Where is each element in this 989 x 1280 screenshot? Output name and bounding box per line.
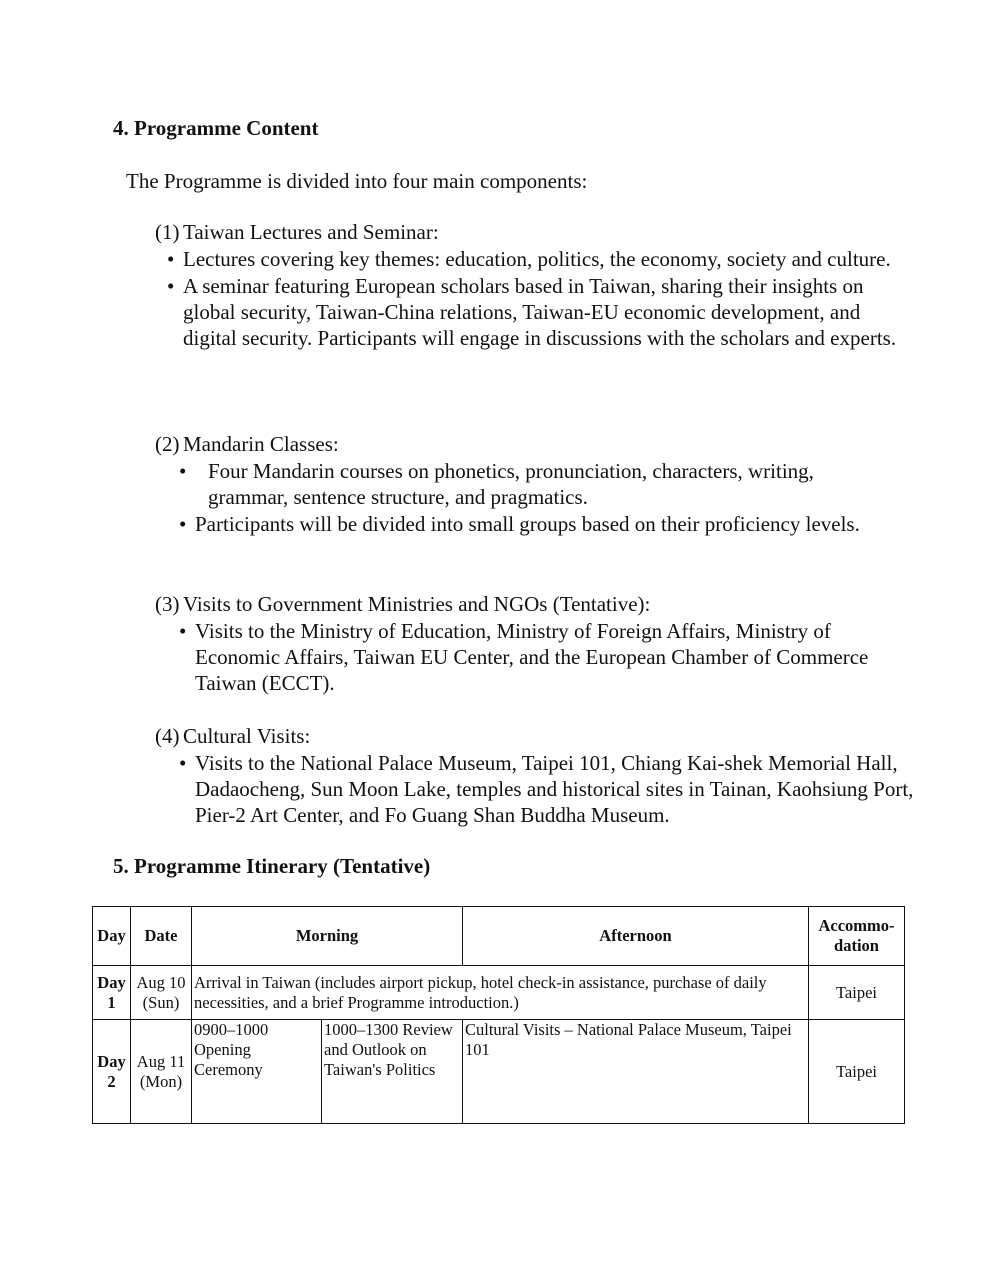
cell-day: Day 1 xyxy=(93,966,131,1020)
cell-morning-session-2: 1000–1300 Review and Outlook on Taiwan's Politics xyxy=(322,1020,463,1124)
bullet-icon: • xyxy=(179,751,187,775)
cell-afternoon: Cultural Visits – National Palace Museum, Taipei 101 xyxy=(463,1020,809,1124)
bullet-text: Lectures covering key themes: education, politics, the economy, society and culture. xyxy=(183,247,891,271)
component-3 xyxy=(155,591,915,696)
cell-accommodation: Taipei xyxy=(809,966,905,1020)
component-1 xyxy=(155,219,915,351)
bullet-text: Four Mandarin courses on phonetics, pronunciation, characters, writing, grammar, sentence structure, and pragmatics. xyxy=(208,459,814,509)
cell-activity: Arrival in Taiwan (includes airport pickup, hotel check-in assistance, purchase of daily necessities, and a brief Programme introduction.) xyxy=(192,966,809,1020)
bullet-item xyxy=(155,618,915,696)
bullet-text: Visits to the National Palace Museum, Taipei 101, Chiang Kai-shek Memorial Hall, Dadaocheng, Sun Moon Lake, temples and historical sites in Tainan, Kaohsiung Port, Pier-2 Art Center, and Fo Guang Shan Buddha Museum. xyxy=(195,751,914,827)
header-date: Date xyxy=(131,907,192,966)
bullet-text: Participants will be divided into small groups based on their proficiency levels. xyxy=(195,512,860,536)
bullet-icon: • xyxy=(179,512,187,536)
cell-date: Aug 10 (Sun) xyxy=(131,966,192,1020)
component-number: (4) xyxy=(155,724,180,748)
bullet-item xyxy=(155,273,915,351)
section-4-intro: The Programme is divided into four main components: xyxy=(126,169,588,193)
cell-accommodation: Taipei xyxy=(809,1020,905,1124)
bullet-icon: • xyxy=(167,274,175,298)
header-accommodation: Accommo-dation xyxy=(809,907,905,966)
component-number: (2) xyxy=(155,432,180,456)
bullet-text: Visits to the Ministry of Education, Ministry of Foreign Affairs, Ministry of Economic Affairs, Taiwan EU Center, and the European Chamber of Commerce Taiwan (ECCT). xyxy=(195,619,869,695)
section-5-heading: 5. Programme Itinerary (Tentative) xyxy=(113,854,431,878)
component-title: Mandarin Classes: xyxy=(183,432,339,456)
header-day: Day xyxy=(93,907,131,966)
header-afternoon: Afternoon xyxy=(463,907,809,966)
bullet-item xyxy=(155,246,915,272)
component-title: Visits to Government Ministries and NGOs (Tentative): xyxy=(183,592,651,616)
component-number: (3) xyxy=(155,592,180,616)
bullet-icon: • xyxy=(167,247,175,271)
cell-date: Aug 11 (Mon) xyxy=(131,1020,192,1124)
section-4-heading: 4. Programme Content xyxy=(113,116,319,140)
bullet-icon: • xyxy=(179,619,187,643)
table-row xyxy=(93,1020,905,1124)
bullet-icon: • xyxy=(179,459,187,483)
itinerary-table xyxy=(92,906,905,1124)
bullet-text: A seminar featuring European scholars based in Taiwan, sharing their insights on global security, Taiwan-China relations, Taiwan-EU economic development, and digital security. Participants will engage in discussions with the scholars and experts. xyxy=(183,274,897,350)
component-4 xyxy=(155,723,915,828)
cell-morning-session-1: 0900–1000 Opening Ceremony xyxy=(192,1020,322,1124)
header-morning: Morning xyxy=(192,907,463,966)
cell-day: Day 2 xyxy=(93,1020,131,1124)
bullet-item xyxy=(155,750,915,828)
bullet-item xyxy=(155,511,915,537)
component-2 xyxy=(155,431,915,537)
component-title: Taiwan Lectures and Seminar: xyxy=(183,220,439,244)
bullet-item xyxy=(155,458,888,510)
component-number: (1) xyxy=(155,220,180,244)
component-title: Cultural Visits: xyxy=(183,724,311,748)
table-row xyxy=(93,966,905,1020)
table-header-row xyxy=(93,907,905,966)
